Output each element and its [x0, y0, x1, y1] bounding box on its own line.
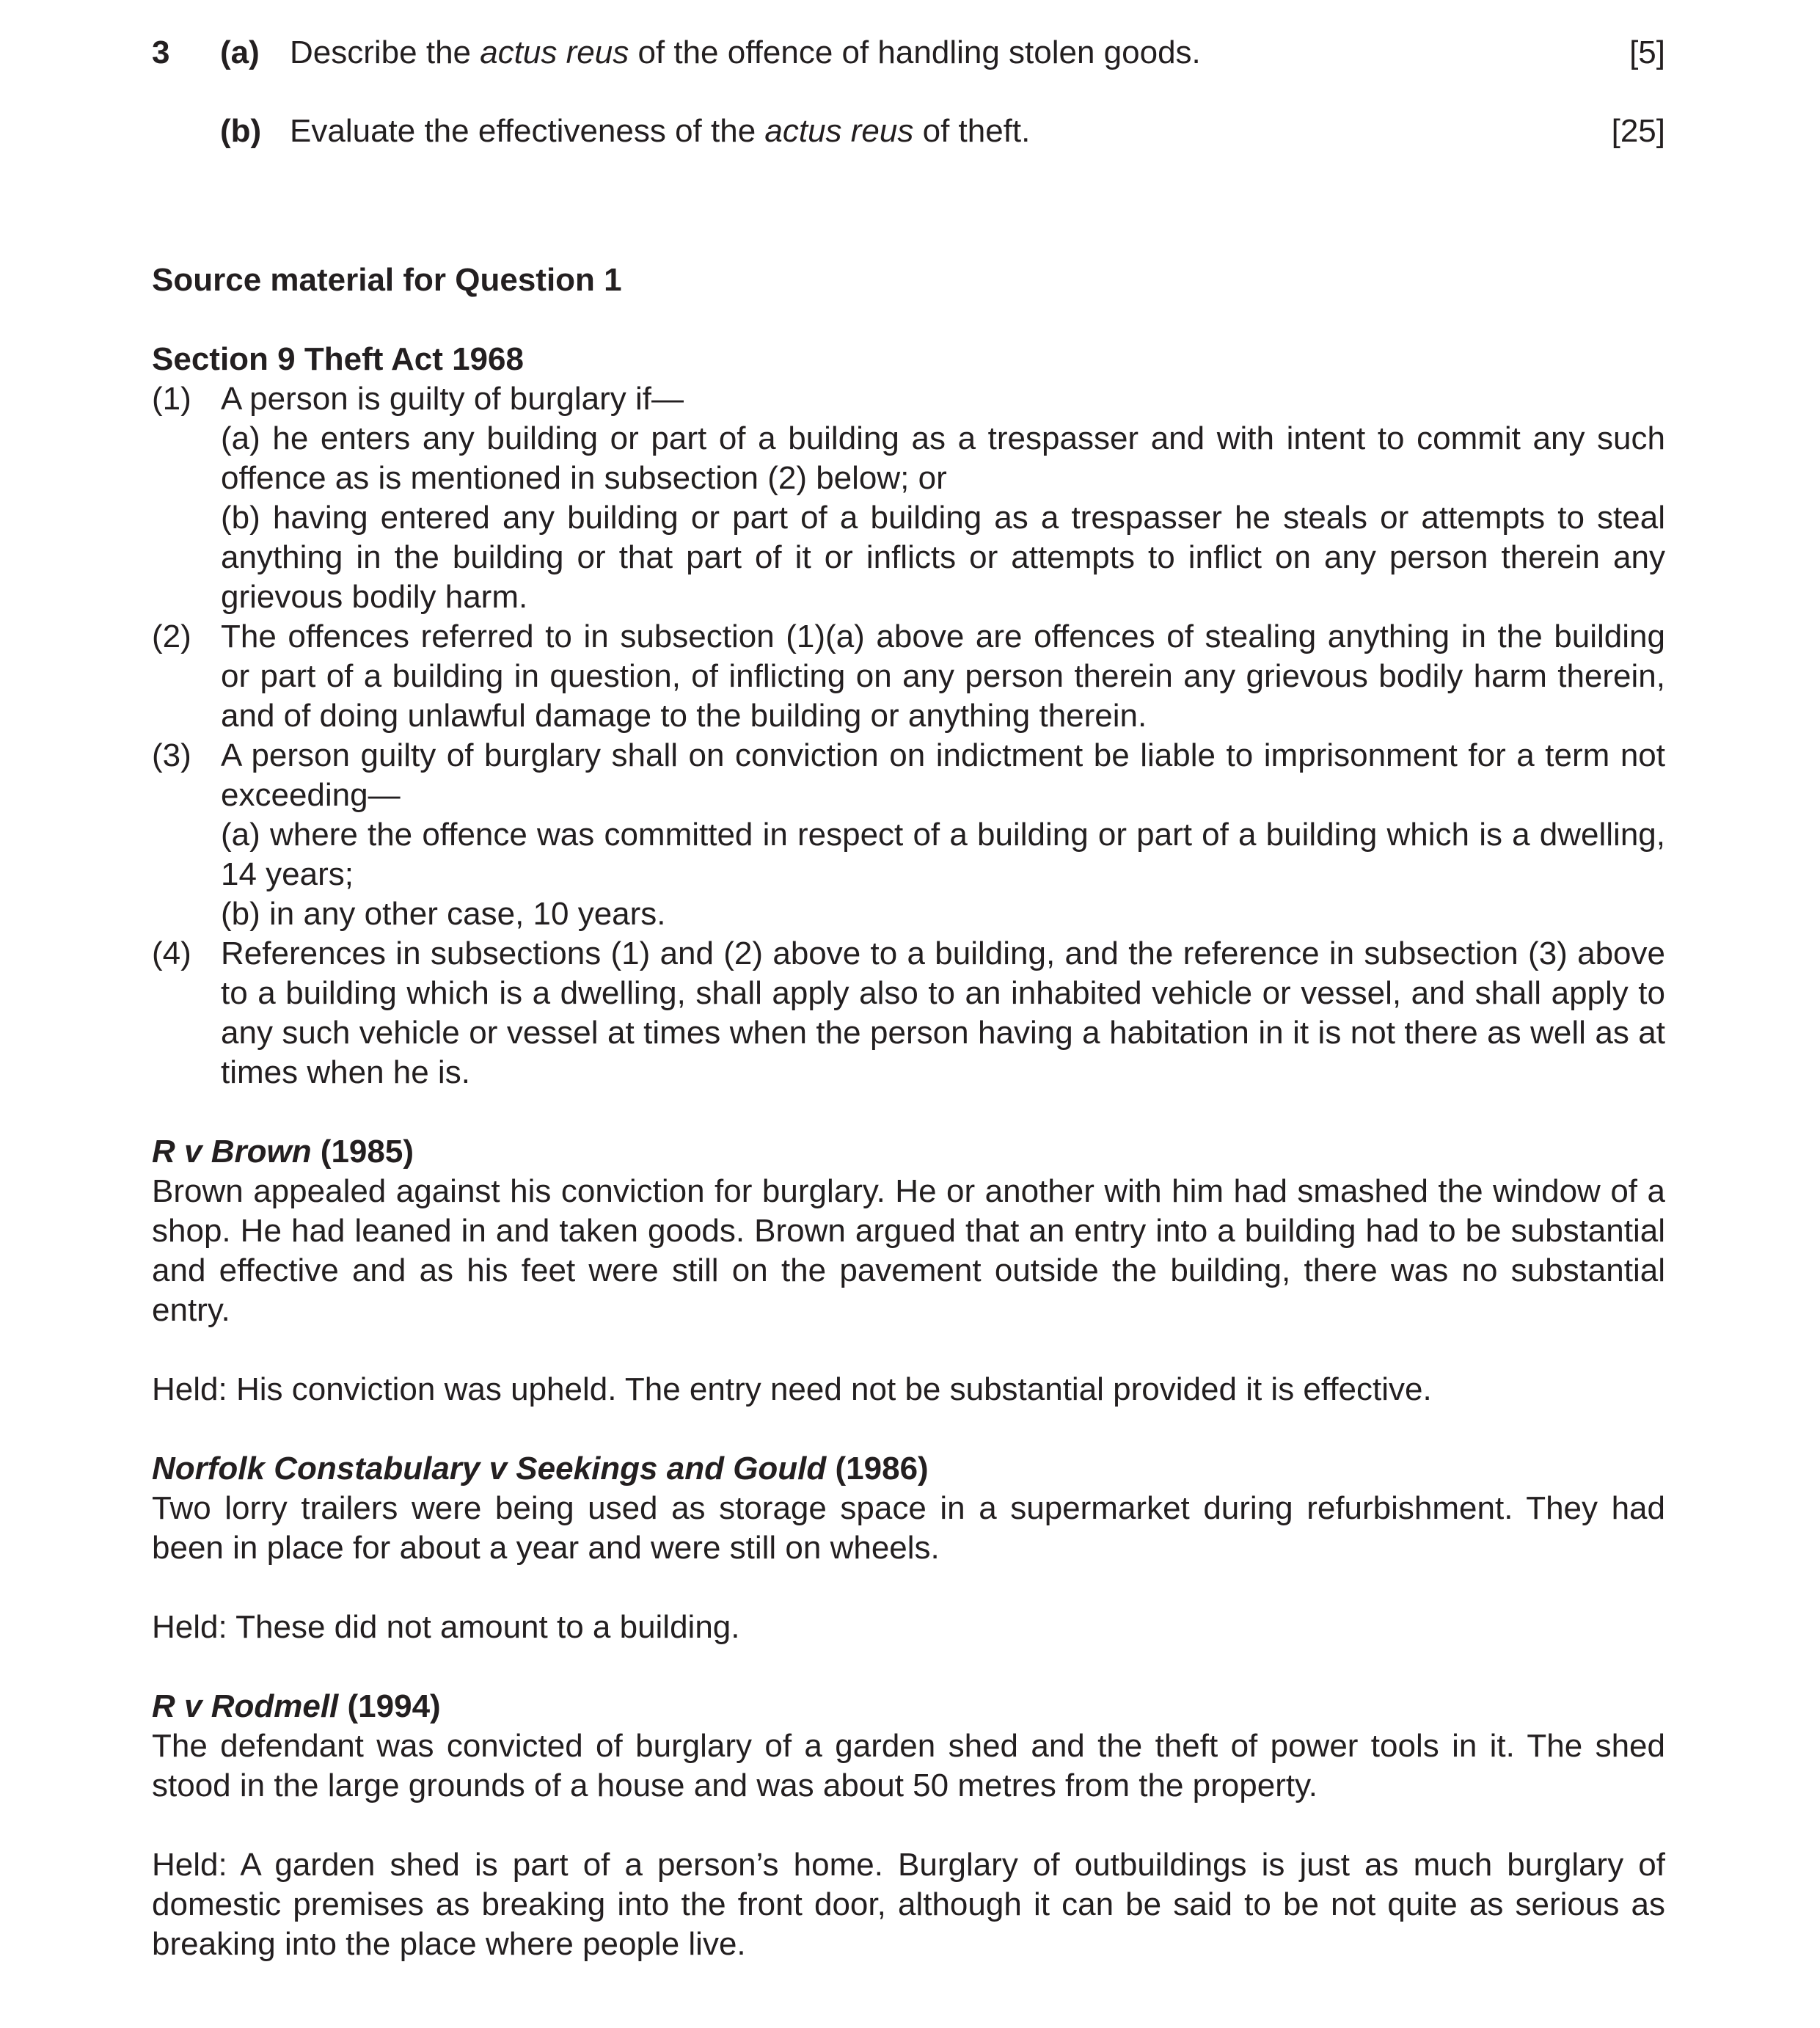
- spacer: [152, 1568, 1665, 1608]
- part-text-a-italic: actus reus: [480, 34, 629, 70]
- part-text-a-after: of the offence of handling stolen goods.: [629, 34, 1201, 70]
- part-text-b-after: of theft.: [913, 113, 1031, 149]
- subsection-para-b: (b) having entered any building or part of a building as a trespasser he steals or attempts to steal anything in the building or that part of it or inflicts or attempts to inflict on any person therein any grievous bodily harm.: [221, 500, 1665, 615]
- case-year: (1986): [826, 1451, 929, 1487]
- subsection-1: [152, 379, 1665, 617]
- source-material: [152, 260, 1665, 1964]
- spacer: [152, 1093, 1665, 1132]
- case-year: (1994): [338, 1688, 441, 1724]
- part-text-a: [290, 33, 1201, 73]
- case-year: (1985): [311, 1134, 414, 1170]
- case-name: R v Brown: [152, 1134, 312, 1170]
- marks-a: [5]: [1629, 34, 1665, 70]
- subsection-number: (1): [152, 381, 191, 417]
- case-facts: Brown appealed against his conviction for burglary. He or another with him had smashed the window of a shop. He had leaned in and taken goods. Brown argued that an entry into a building had to be substantial and effective and as his feet were still on the pavement outside the building, there was no substantial entry.: [152, 1173, 1665, 1328]
- subsection-text: The offences referred to in subsection (1)(a) above are offences of stealing anything in the building or part of a building in question, of inflicting on any person therein any grievous bodily harm therein, and of doing unlawful damage to the building or anything therein.: [221, 619, 1665, 734]
- case-name: R v Rodmell: [152, 1688, 339, 1724]
- subsection-para-a: (a) where the offence was committed in respect of a building or part of a building which is a dwelling, 14 years;: [221, 817, 1665, 892]
- case-name: Norfolk Constabulary v Seekings and Gould: [152, 1451, 827, 1487]
- subsection-intro: A person is guilty of burglary if—: [221, 381, 684, 417]
- subsection-3: [152, 736, 1665, 934]
- case-facts: Two lorry trailers were being used as storage space in a supermarket during refurbishment. They had been in place for about a year and were still on wheels.: [152, 1490, 1665, 1566]
- case-facts: The defendant was convicted of burglary of a garden shed and the theft of power tools in it. The shed stood in the large grounds of a house and was about 50 metres from the property.: [152, 1728, 1665, 1803]
- case-held: Held: His conviction was upheld. The entry need not be substantial provided it is effective.: [152, 1371, 1432, 1407]
- spacer: [152, 1806, 1665, 1845]
- question-part-a: [0, 33, 1820, 77]
- case-title: [152, 1132, 1665, 1172]
- subsection-para-a: (a) he enters any building or part of a building as a trespasser and with intent to commit any such offence as is mentioned in subsection (2) below; or: [221, 420, 1665, 496]
- part-label-a: (a): [220, 34, 260, 70]
- subsection-number: (4): [152, 935, 191, 971]
- subsection-text: References in subsections (1) and (2) above to a building, and the reference in subsection (3) above to a building which is a dwelling, shall apply also to an inhabited vehicle or vessel, and shall apply to any such vehicle or vessel at times when the person having a habitation in it is not there as well as at times when he is.: [221, 935, 1665, 1090]
- spacer: [152, 1409, 1665, 1449]
- part-text-b-before: Evaluate the effectiveness of the: [290, 113, 765, 149]
- subsection-intro: A person guilty of burglary shall on conviction on indictment be liable to imprisonment for a term not exceeding—: [221, 737, 1665, 813]
- case-title: [152, 1687, 1665, 1726]
- source-heading: Source material for Question 1: [152, 262, 622, 298]
- spacer: [152, 1647, 1665, 1687]
- question-number: 3: [152, 34, 170, 70]
- part-text-b: [290, 112, 1030, 151]
- part-text-b-italic: actus reus: [764, 113, 914, 149]
- subsection-para-b: (b) in any other case, 10 years.: [221, 896, 666, 932]
- subsection-number: (2): [152, 619, 191, 654]
- subsection-2: [152, 617, 1665, 736]
- case-held: Held: A garden shed is part of a person’s home. Burglary of outbuildings is just as much burglary of domestic premises as breaking into the front door, although it can be said to be not quite as serious as breaking into the place where people live.: [152, 1847, 1665, 1962]
- statute-subsections: [152, 379, 1665, 1093]
- subsection-4: [152, 934, 1665, 1093]
- statute-heading: Section 9 Theft Act 1968: [152, 341, 524, 377]
- marks-b: [25]: [1611, 113, 1665, 149]
- question-part-b: [0, 112, 1820, 156]
- part-label-b: (b): [220, 113, 262, 149]
- case-held: Held: These did not amount to a building.: [152, 1609, 740, 1645]
- spacer: [152, 1330, 1665, 1370]
- case-title: [152, 1449, 1665, 1489]
- spacer: [152, 300, 1665, 340]
- subsection-number: (3): [152, 737, 191, 773]
- part-text-a-before: Describe the: [290, 34, 480, 70]
